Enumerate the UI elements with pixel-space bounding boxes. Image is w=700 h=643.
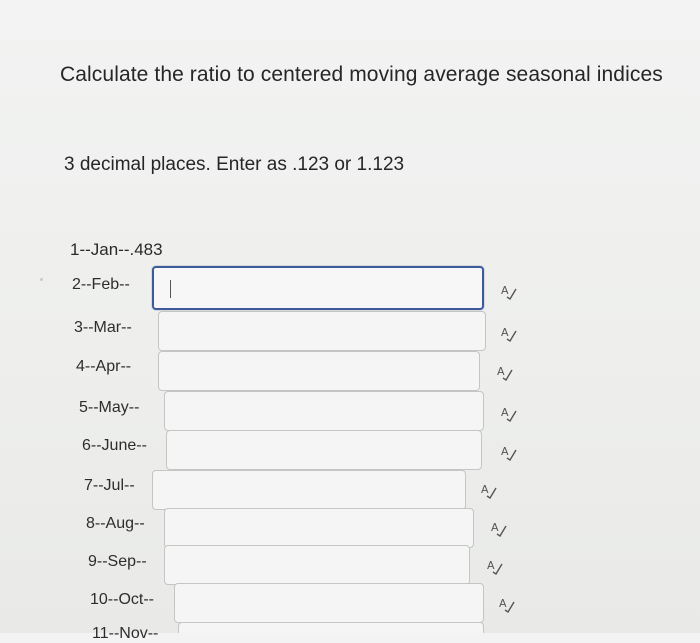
spellcheck-icon[interactable] [496, 364, 514, 382]
spellcheck-icon[interactable] [490, 520, 508, 538]
decorative-dot [40, 278, 43, 281]
answer-input-sep[interactable] [164, 545, 470, 585]
answer-input-feb[interactable] [152, 266, 484, 310]
answer-input-aug[interactable] [164, 508, 474, 548]
svg-text:A: A [501, 284, 509, 297]
row-label-jul: 7--Jul-- [84, 477, 135, 494]
spellcheck-icon[interactable] [500, 444, 518, 462]
answer-input-mar[interactable] [158, 311, 486, 351]
row-label-sep: 9--Sep-- [88, 553, 147, 570]
row-label-aug: 8--Aug-- [86, 515, 145, 532]
answer-input-june[interactable] [166, 430, 482, 470]
svg-text:A: A [501, 406, 509, 419]
row-label-feb: 2--Feb-- [72, 276, 130, 293]
svg-text:A: A [487, 559, 495, 572]
page-title: Calculate the ratio to centered moving average seasonal indices [60, 63, 663, 86]
svg-text:A: A [491, 521, 499, 534]
first-answer-line: 1--Jan--.483 [70, 240, 163, 259]
row-label-nov: 11--Nov-- [92, 625, 159, 642]
svg-text:A: A [481, 483, 489, 496]
svg-text:A: A [501, 445, 509, 458]
answer-input-oct[interactable] [174, 583, 484, 623]
svg-text:A: A [499, 597, 507, 610]
spellcheck-icon[interactable] [500, 283, 518, 301]
spellcheck-icon[interactable] [480, 482, 498, 500]
spellcheck-icon[interactable] [500, 325, 518, 343]
instructions-text: 3 decimal places. Enter as .123 or 1.123 [64, 154, 405, 175]
row-label-mar: 3--Mar-- [74, 319, 132, 336]
answer-input-may[interactable] [164, 391, 484, 431]
svg-text:A: A [501, 326, 509, 339]
row-label-june: 6--June-- [82, 437, 147, 454]
answer-input-jul[interactable] [152, 470, 466, 510]
answer-input-apr[interactable] [158, 351, 480, 391]
row-label-oct: 10--Oct-- [90, 591, 154, 608]
text-caret [170, 280, 171, 298]
spellcheck-icon[interactable] [486, 558, 504, 576]
spellcheck-icon[interactable] [498, 596, 516, 614]
svg-text:A: A [497, 365, 505, 378]
row-label-apr: 4--Apr-- [76, 358, 132, 375]
answer-input-nov[interactable] [178, 622, 484, 633]
spellcheck-icon[interactable] [500, 405, 518, 423]
row-label-may: 5--May-- [79, 399, 140, 416]
